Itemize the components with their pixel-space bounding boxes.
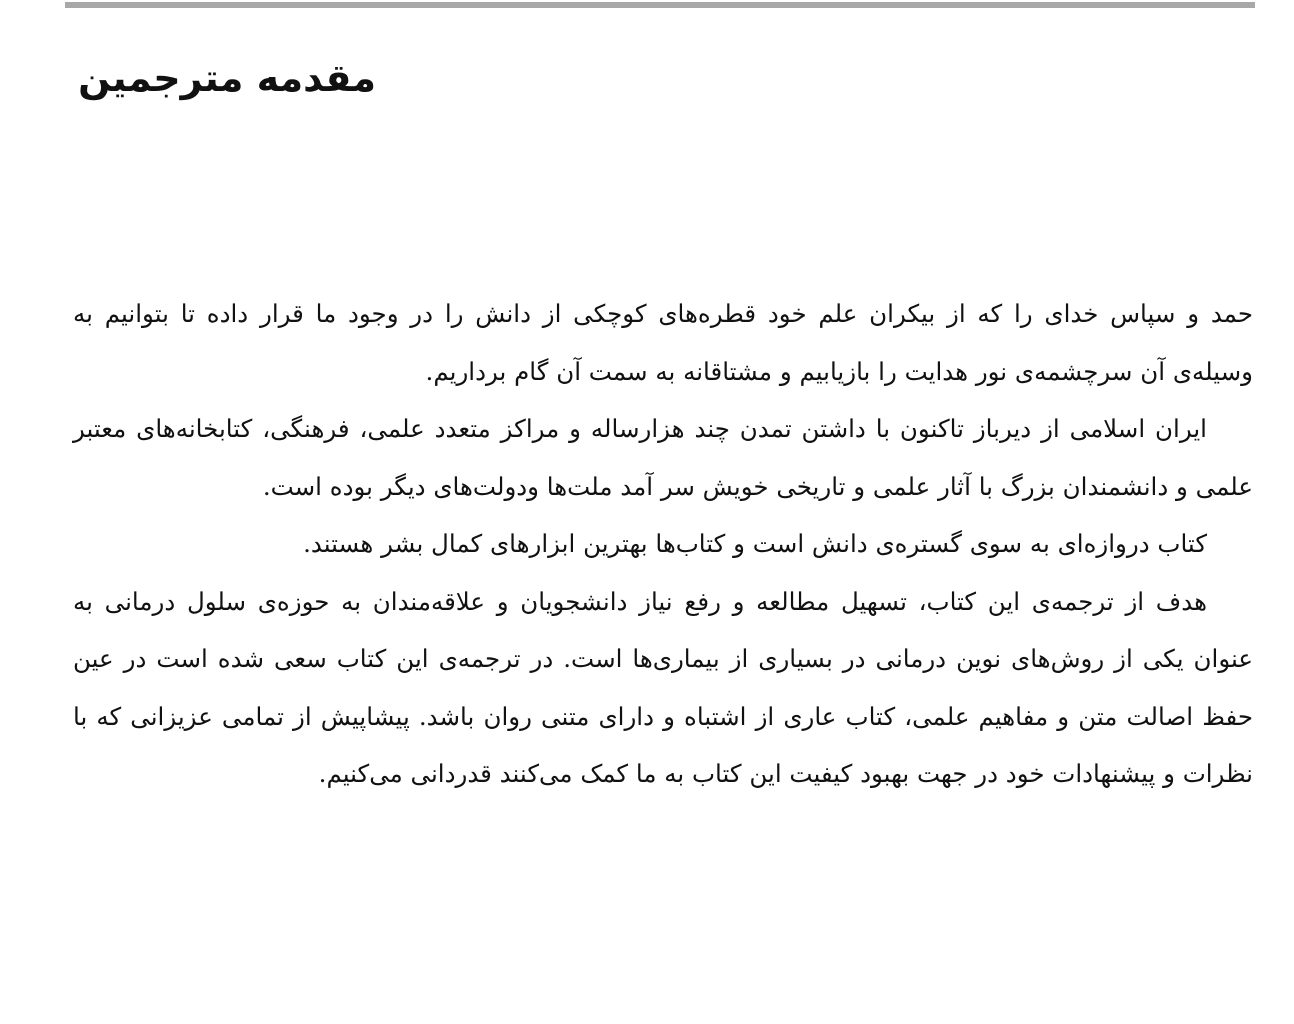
paragraph-3: کتاب دروازه‌ای به سوی گستره‌ی دانش است و کتاب‌ها بهترین ابزارهای کمال بشر هستند. <box>303 529 1207 558</box>
paragraph-2: ایران اسلامی از دیرباز تاکنون با داشتن تمدن چند هزارساله و مراکز متعدد علمی، فرهنگی، کتابخانه‌های معتبر علمی و دانشمندان بزرگ با آثار علمی و تاریخی خویش سر آمد ملت‌ها ودولت‌های دیگر بوده است. <box>73 414 1253 501</box>
top-divider <box>65 2 1255 8</box>
paragraph-1: حمد و سپاس خدای را که از بیکران علم خود قطره‌های کوچکی از دانش را در وجود ما قرار داده تا بتوانیم به وسیله‌ی آن سرچشمه‌ی نور هدایت را بازیابیم و مشتاقانه به سمت آن گام برداریم. <box>73 299 1253 386</box>
document-body <box>73 285 1253 803</box>
paragraph-4: هدف از ترجمه‌ی این کتاب، تسهیل مطالعه و رفع نیاز دانشجویان و علاقه‌مندان به حوزه‌ی سلول درمانی به عنوان یکی از روش‌های نوین درمانی در بسیاری از بیماری‌ها است. در ترجمه‌ی این کتاب سعی شده است در عین حفظ اصالت متن و مفاهیم علمی، کتاب عاری از اشتباه و دارای متنی روان باشد. پیشاپیش از تمامی عزیزانی که با نظرات و پیشنهادات خود در جهت بهبود کیفیت این کتاب به ما کمک می‌کنند قدردانی می‌کنیم. <box>73 586 1253 788</box>
page-title: مقدمه مترجمین <box>78 56 376 100</box>
